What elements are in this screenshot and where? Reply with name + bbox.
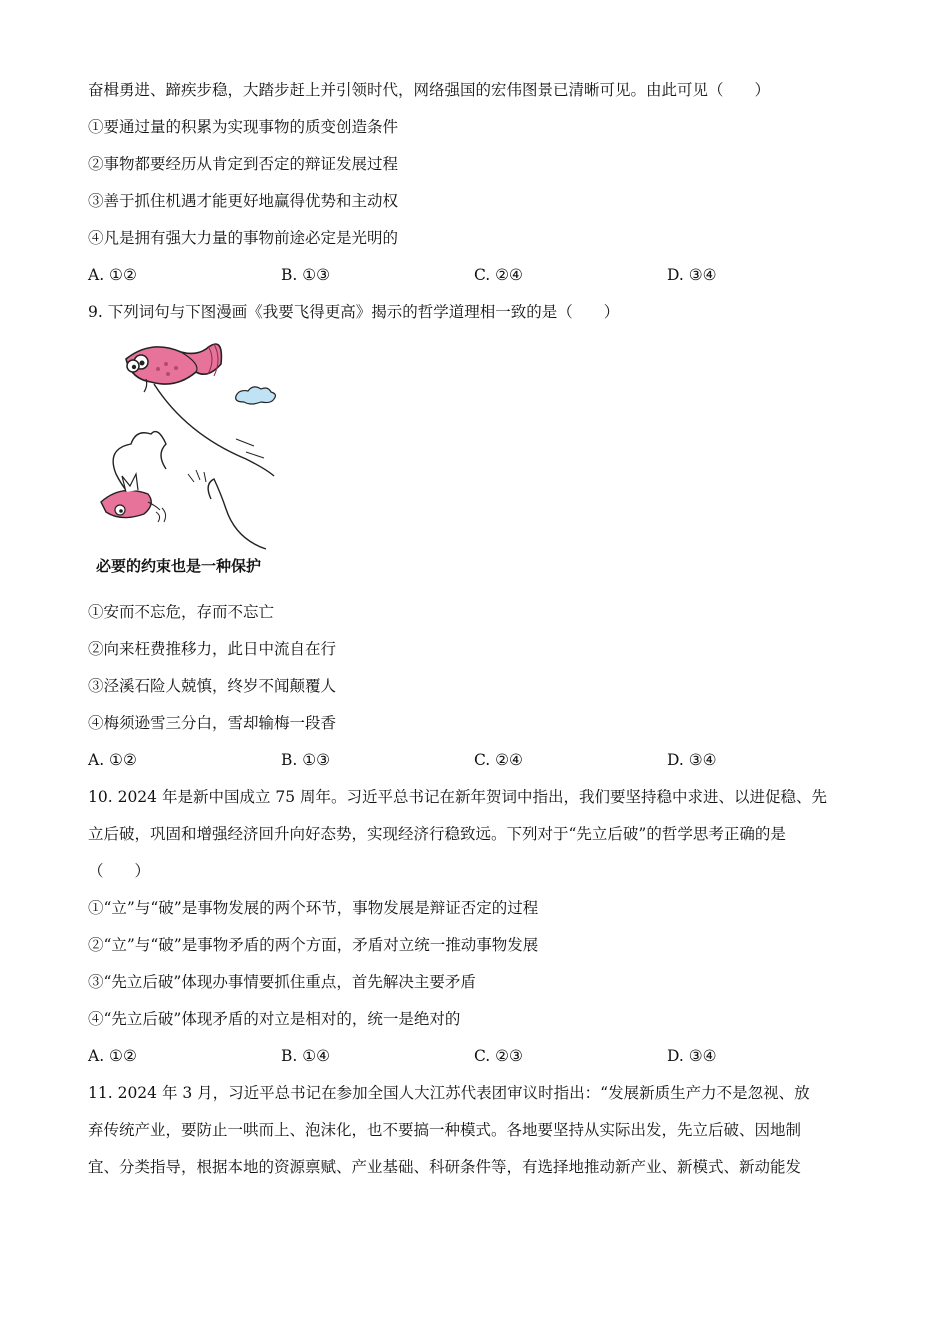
cloud-icon [236, 387, 276, 404]
q8-option-c[interactable]: C. ②④ [474, 266, 523, 284]
q10-stem-line-1: 10. 2024 年是新中国成立 75 周年。习近平总书记在新年贺词中指出，我们要坚持稳中求进、以进促稳、先 [88, 788, 828, 806]
q10-statement-4: ④“先立后破”体现矛盾的对立是相对的，统一是绝对的 [88, 1010, 461, 1028]
q10-option-b[interactable]: B. ①④ [281, 1047, 331, 1065]
cartoon-illustration [96, 334, 316, 554]
q8-stem: 奋楫勇进、蹄疾步稳，大踏步赶上并引领时代，网络强国的宏伟图景已清晰可见。由此可见（ ） [88, 81, 771, 99]
q9-statement-2: ②向来枉费推移力，此日中流自在行 [88, 640, 337, 658]
motion-lines-icon [236, 439, 264, 458]
q9-option-a[interactable]: A. ①② [88, 751, 137, 769]
q8-statement-4: ④凡是拥有强大力量的事物前途必定是光明的 [88, 229, 399, 247]
q10-stem-line-2: 立后破，巩固和增强经济回升向好态势，实现经济行稳致远。下列对于“先立后破”的哲学思考正确的是 [88, 825, 786, 843]
cartoon-caption: 必要的约束也是一种保护 [96, 557, 262, 575]
q10-option-d[interactable]: D. ③④ [667, 1047, 717, 1065]
q9-option-b[interactable]: B. ①③ [281, 751, 331, 769]
q8-statement-1: ①要通过量的积累为实现事物的质变创造条件 [88, 118, 399, 136]
q9-stem: 9. 下列词句与下图漫画《我要飞得更高》揭示的哲学道理相一致的是（ ） [88, 303, 620, 321]
hill-slope-icon [208, 479, 266, 549]
q8-statement-3: ③善于抓住机遇才能更好地赢得优势和主动权 [88, 192, 399, 210]
q10-statement-1: ①“立”与“破”是事物发展的两个环节，事物发展是辩证否定的过程 [88, 899, 539, 917]
q8-option-a[interactable]: A. ①② [88, 266, 137, 284]
q9-option-c[interactable]: C. ②④ [474, 751, 523, 769]
q11-stem-line-3: 宜、分类指导，根据本地的资源禀赋、产业基础、科研条件等，有选择地推动新产业、新模式、新动能发 [88, 1158, 802, 1176]
q10-statement-2: ②“立”与“破”是事物矛盾的两个方面，矛盾对立统一推动事物发展 [88, 936, 539, 954]
q8-option-d[interactable]: D. ③④ [667, 266, 717, 284]
q10-options [88, 1046, 868, 1066]
q9-statement-4: ④梅须逊雪三分白，雪却输梅一段香 [88, 714, 337, 732]
q10-statement-3: ③“先立后破”体现办事情要抓住重点，首先解决主要矛盾 [88, 973, 476, 991]
q11-stem-line-2: 弃传统产业，要防止一哄而上、泡沫化，也不要搞一种模式。各地要坚持从实际出发，先立后破、因地制 [88, 1121, 802, 1139]
q11-stem-line-1: 11. 2024 年 3 月，习近平总书记在参加全国人大江苏代表团审议时指出：“发展新质生产力不是忽视、放 [88, 1084, 810, 1102]
q10-stem-line-3: （ ） [88, 862, 151, 880]
q8-statement-2: ②事物都要经历从肯定到否定的辩证发展过程 [88, 155, 399, 173]
q8-options [88, 265, 868, 285]
q9-statement-1: ①安而不忘危，存而不忘亡 [88, 603, 275, 621]
q8-option-b[interactable]: B. ①③ [281, 266, 331, 284]
exam-page [88, 78, 868, 1177]
q9-statement-3: ③泾溪石险人兢慎，终岁不闻颠覆人 [88, 677, 337, 695]
falling-bird-icon [101, 474, 166, 522]
fish-kite-icon [126, 344, 221, 392]
q9-option-d[interactable]: D. ③④ [667, 751, 717, 769]
q10-option-c[interactable]: C. ②③ [474, 1047, 523, 1065]
cartoon-figure [96, 334, 316, 554]
q9-options [88, 750, 868, 770]
q10-option-a[interactable]: A. ①② [88, 1047, 137, 1065]
